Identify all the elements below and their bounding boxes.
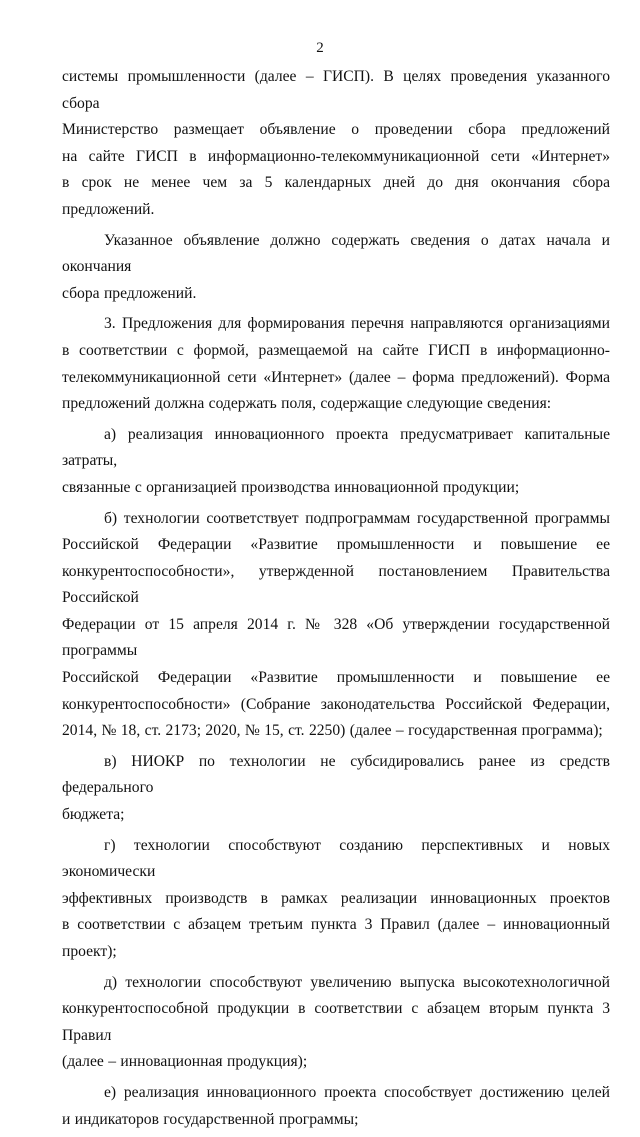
text-line: д) технологии способствуют увеличению выпуска высокотехнологичной (104, 973, 610, 991)
text-line: б) технологии соответствует подпрограммам государственной программы (104, 509, 610, 527)
text-line: Российской Федерации «Развитие промышленности и повышение ее (62, 536, 610, 554)
text-line: и индикаторов государственной программы; (62, 1110, 359, 1128)
text-line: в соответствии с абзацем третьим пункта 3 Правил (далее – инновационный проект); (62, 916, 610, 960)
text-line: Российской Федерации «Развитие промышленности и повышение ее (62, 669, 610, 687)
text-line: предложений должна содержать поля, содержащие следующие сведения: (62, 395, 552, 413)
paragraph-subitem-g (62, 833, 610, 966)
text-line: 2014, № 18, ст. 2173; 2020, № 15, ст. 2250) (далее – государственная программа); (62, 722, 603, 740)
paragraph-subitem-a (62, 422, 610, 502)
text-line: бюджета; (62, 806, 125, 824)
text-line: связанные с организацией производства инновационной продукции; (62, 478, 520, 496)
text-line: конкурентоспособности», утвержденной постановлением Правительства Российской (62, 562, 610, 607)
paragraph-subitem-b (62, 506, 610, 745)
text-line: телекоммуникационной сети «Интернет» (далее – форма предложений). Форма (62, 368, 610, 386)
paragraph-subitem-d (62, 970, 610, 1076)
text-line: сбора предложений. (62, 284, 197, 302)
text-line: конкурентоспособной продукции в соответствии с абзацем вторым пункта 3 Правил (62, 1000, 610, 1044)
paragraph-gisp-announcement (62, 64, 610, 224)
page-number: 2 (316, 40, 324, 56)
text-line: а) реализация инновационного проекта предусматривает капитальные затраты, (62, 425, 610, 470)
paragraph-subitem-v (62, 749, 610, 829)
text-line: конкурентоспособности» (Собрание законодательства Российской Федерации, (62, 695, 610, 713)
text-line: е) реализация инновационного проекта способствует достижению целей (104, 1083, 610, 1101)
text-line: в соответствии с формой, размещаемой на сайте ГИСП в информационно- (62, 341, 610, 359)
text-line: на сайте ГИСП в информационно-телекоммуникационной сети «Интернет» (62, 147, 610, 165)
paragraph-announcement-content (62, 228, 610, 308)
text-line: (далее – инновационная продукция); (62, 1053, 308, 1071)
text-line: г) технологии способствуют созданию перспективных и новых экономически (62, 836, 610, 881)
text-line: Указанное объявление должно содержать сведения о датах начала и окончания (62, 231, 610, 276)
text-line: Федерации от 15 апреля 2014 г. № 328 «Об утверждении государственной программы (62, 615, 610, 660)
paragraph-subitem-e (62, 1080, 610, 1133)
text-line: 3. Предложения для формирования перечня направляются организациями (104, 315, 610, 333)
text-line: Министерство размещает объявление о проведении сбора предложений (62, 121, 610, 139)
text-line: системы промышленности (далее – ГИСП). В целях проведения указанного сбора (62, 68, 610, 112)
text-line: эффективных производств в рамках реализации инновационных проектов (62, 889, 610, 907)
document-body (62, 64, 610, 1137)
text-line: в) НИОКР по технологии не субсидировались ранее из средств федерального (62, 752, 610, 797)
text-line: в срок не менее чем за 5 календарных дней до дня окончания сбора предложений. (62, 174, 610, 218)
paragraph-item-3 (62, 311, 610, 417)
